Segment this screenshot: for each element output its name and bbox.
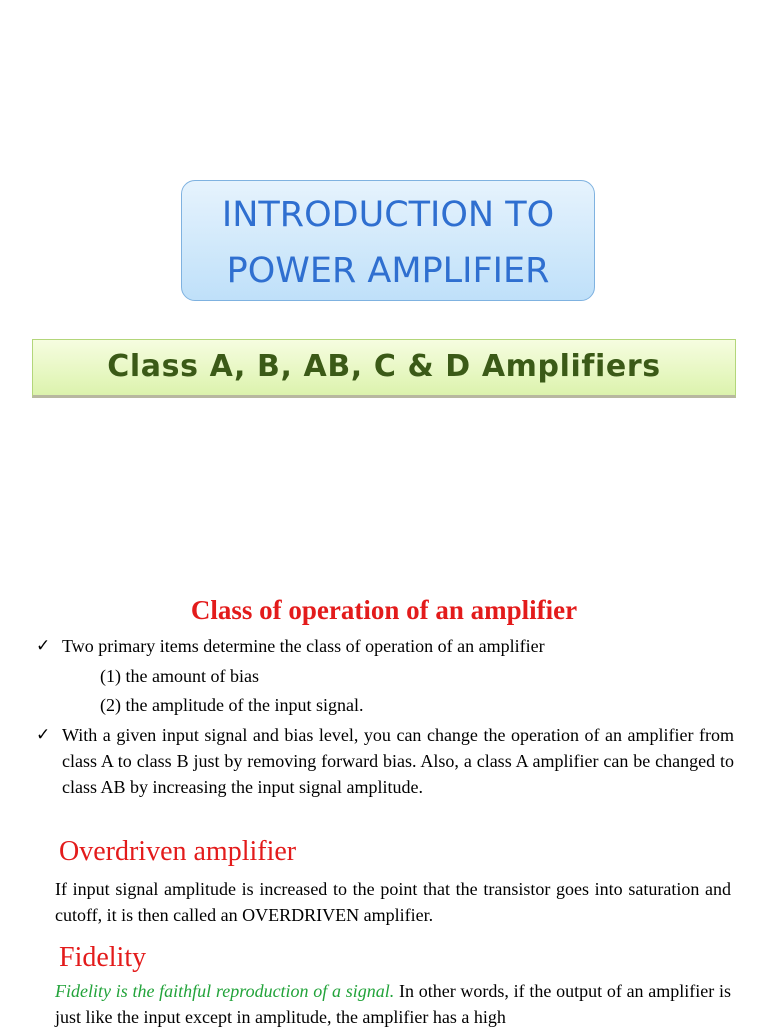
bullet-text-2: With a given input signal and bias level, you can change the operation of an amplifier from class A to class B just by removing forward bias. Also, a class A amplifier can be changed to class AB by increasing the input signal amplitude. bbox=[62, 725, 734, 797]
overdriven-heading: Overdriven amplifier bbox=[59, 836, 297, 867]
overdriven-paragraph: If input signal amplitude is increased to the point that the transistor goes into saturation and cutoff, it is then called an OVERDRIVEN amplifier. bbox=[55, 879, 731, 925]
subtitle-box: Class A, B, AB, C & D Amplifiers bbox=[32, 339, 736, 398]
title-line-2: POWER AMPLIFIER bbox=[226, 251, 550, 291]
fidelity-highlight: Fidelity is the faithful reproduction of a signal. bbox=[55, 981, 395, 1001]
title-box bbox=[181, 180, 595, 301]
section-heading: Class of operation of an amplifier bbox=[190, 595, 578, 625]
title-line-1: INTRODUCTION TO bbox=[221, 195, 555, 235]
fidelity-heading: Fidelity bbox=[59, 942, 147, 973]
bullet-text-1: Two primary items determine the class of operation of an amplifier bbox=[62, 636, 545, 656]
bullet-item-1 bbox=[36, 633, 734, 659]
fidelity-paragraph bbox=[55, 978, 731, 1030]
content-slide bbox=[0, 560, 768, 1027]
sub-item-1: (1) the amount of bias bbox=[100, 666, 259, 686]
sub-item-2: (2) the amplitude of the input signal. bbox=[100, 695, 364, 715]
bullet-item-2 bbox=[36, 722, 734, 800]
check-mark-icon: ✓ bbox=[36, 725, 51, 745]
fidelity-text: In other words, if the output of an amplifier is just like the input except in amplitude, the amplifier has a high bbox=[55, 981, 731, 1027]
check-mark-icon: ✓ bbox=[36, 636, 51, 656]
